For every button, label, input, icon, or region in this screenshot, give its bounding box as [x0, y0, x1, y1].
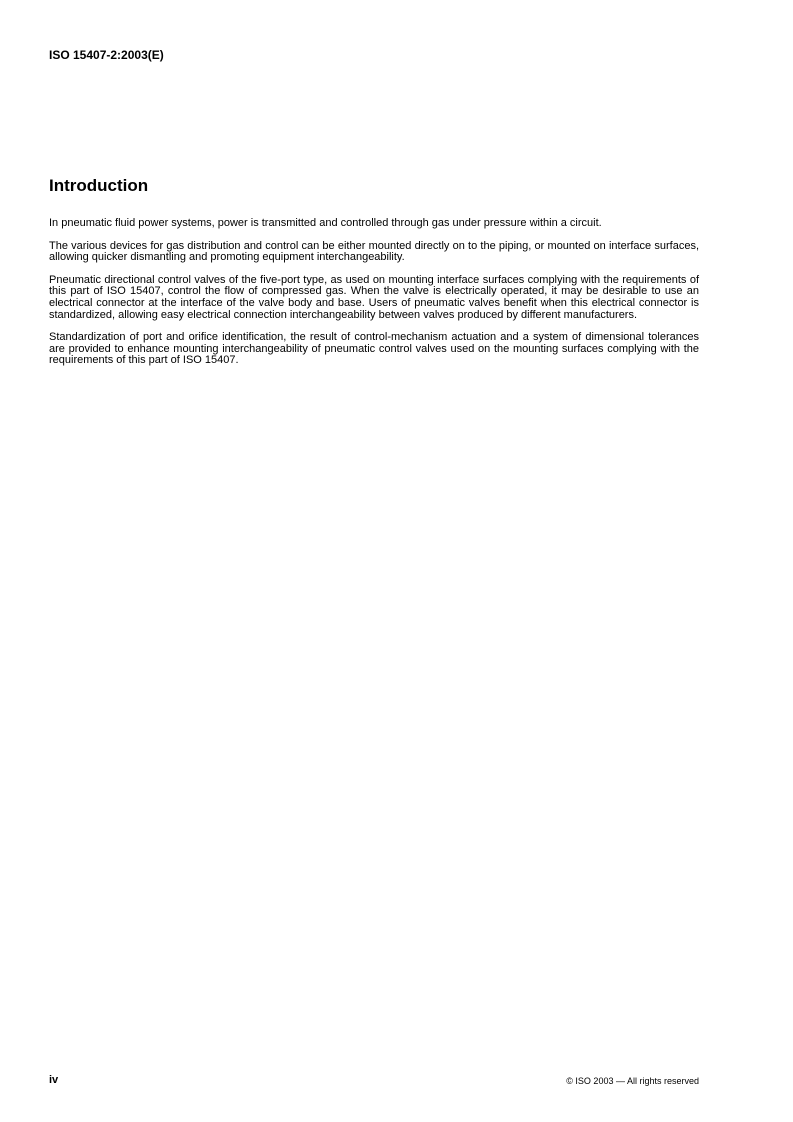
- copyright-notice: © ISO 2003 — All rights reserved: [566, 1076, 699, 1086]
- paragraph-3: Pneumatic directional control valves of the five-port type, as used on mounting interface surfaces complying with the requirements of this part of ISO 15407, control the flow of compressed gas. When the valve is electrically operated, it may be desirable to use an electrical connector at the interface of the valve body and base. Users of pneumatic valves benefit when this electrical connector is standardized, allowing easy electrical connection interchangeability between valves produced by different manufacturers.: [49, 273, 699, 321]
- paragraph-2: The various devices for gas distribution and control can be either mounted directly on to the piping, or mounted on interface surfaces, allowing quicker dismantling and promoting equipment interchangeability.: [49, 239, 699, 264]
- document-header-standard-id: ISO 15407-2:2003(E): [49, 48, 164, 62]
- section-title: Introduction: [49, 176, 149, 195]
- section-body: [49, 218, 699, 378]
- page-number: iv: [49, 1074, 59, 1086]
- paragraph-4: Standardization of port and orifice identification, the result of control-mechanism actuation and a system of dimensional tolerances are provided to enhance mounting interchangeability of pneumatic control valves used on the mounting surfaces complying with the requirements of this part of ISO 15407.: [49, 331, 699, 367]
- paragraph-1: In pneumatic fluid power systems, power is transmitted and controlled through gas under pressure within a circuit.: [49, 217, 602, 229]
